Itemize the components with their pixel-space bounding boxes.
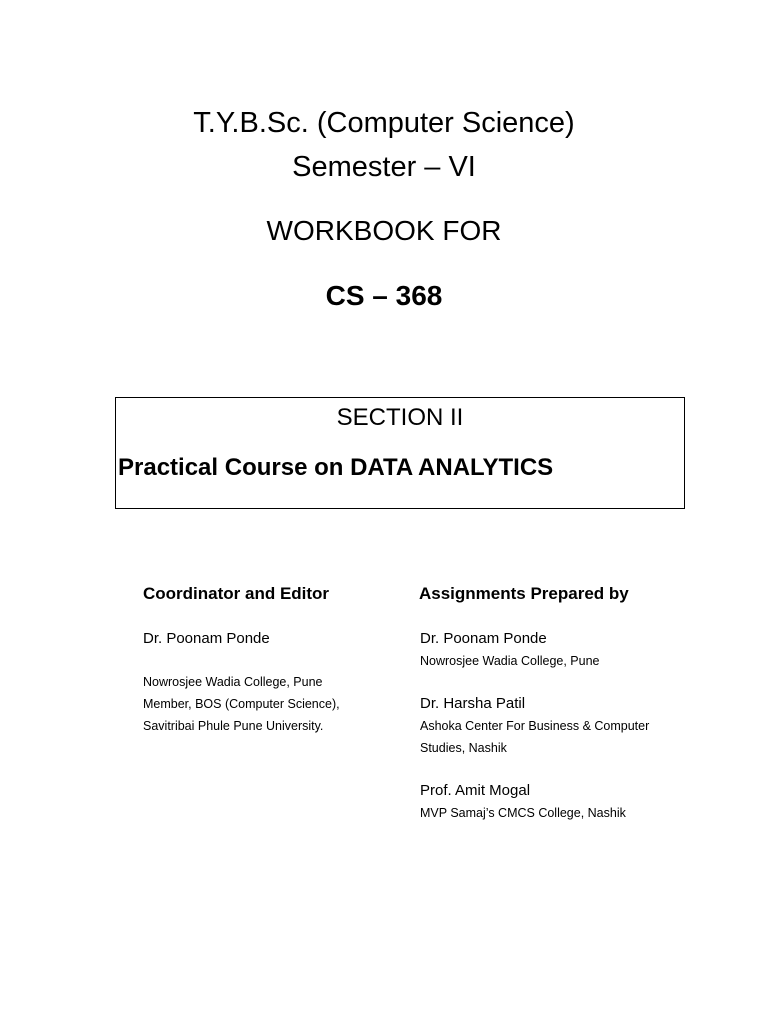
workbook-label: WORKBOOK FOR xyxy=(266,215,502,246)
author-affiliation: Ashoka Center For Business & Computer xyxy=(420,719,650,733)
author-affiliation: Studies, Nashik xyxy=(420,741,507,755)
author-affiliation: Nowrosjee Wadia College, Pune xyxy=(420,654,600,668)
section-label: SECTION II xyxy=(336,404,464,431)
author-name: Prof. Amit Mogal xyxy=(420,782,531,799)
coordinator-affiliation-line: Member, BOS (Computer Science), xyxy=(143,697,340,711)
section-box xyxy=(115,397,685,509)
course-name: Practical Course on DATA ANALYTICS xyxy=(118,454,554,481)
assignments-heading: Assignments Prepared by xyxy=(419,584,629,603)
coordinator-heading: Coordinator and Editor xyxy=(143,584,330,603)
coordinator-affiliation-line: Nowrosjee Wadia College, Pune xyxy=(143,675,323,689)
author-name: Dr. Harsha Patil xyxy=(420,695,526,712)
coordinator-name: Dr. Poonam Ponde xyxy=(143,630,270,647)
semester-title: Semester – VI xyxy=(292,151,476,183)
coordinator-affiliation-line: Savitribai Phule Pune University. xyxy=(143,719,324,733)
author-affiliation: MVP Samaj’s CMCS College, Nashik xyxy=(420,806,626,820)
course-code: CS – 368 xyxy=(325,280,443,311)
author-name: Dr. Poonam Ponde xyxy=(420,630,547,647)
degree-title: T.Y.B.Sc. (Computer Science) xyxy=(193,107,575,139)
